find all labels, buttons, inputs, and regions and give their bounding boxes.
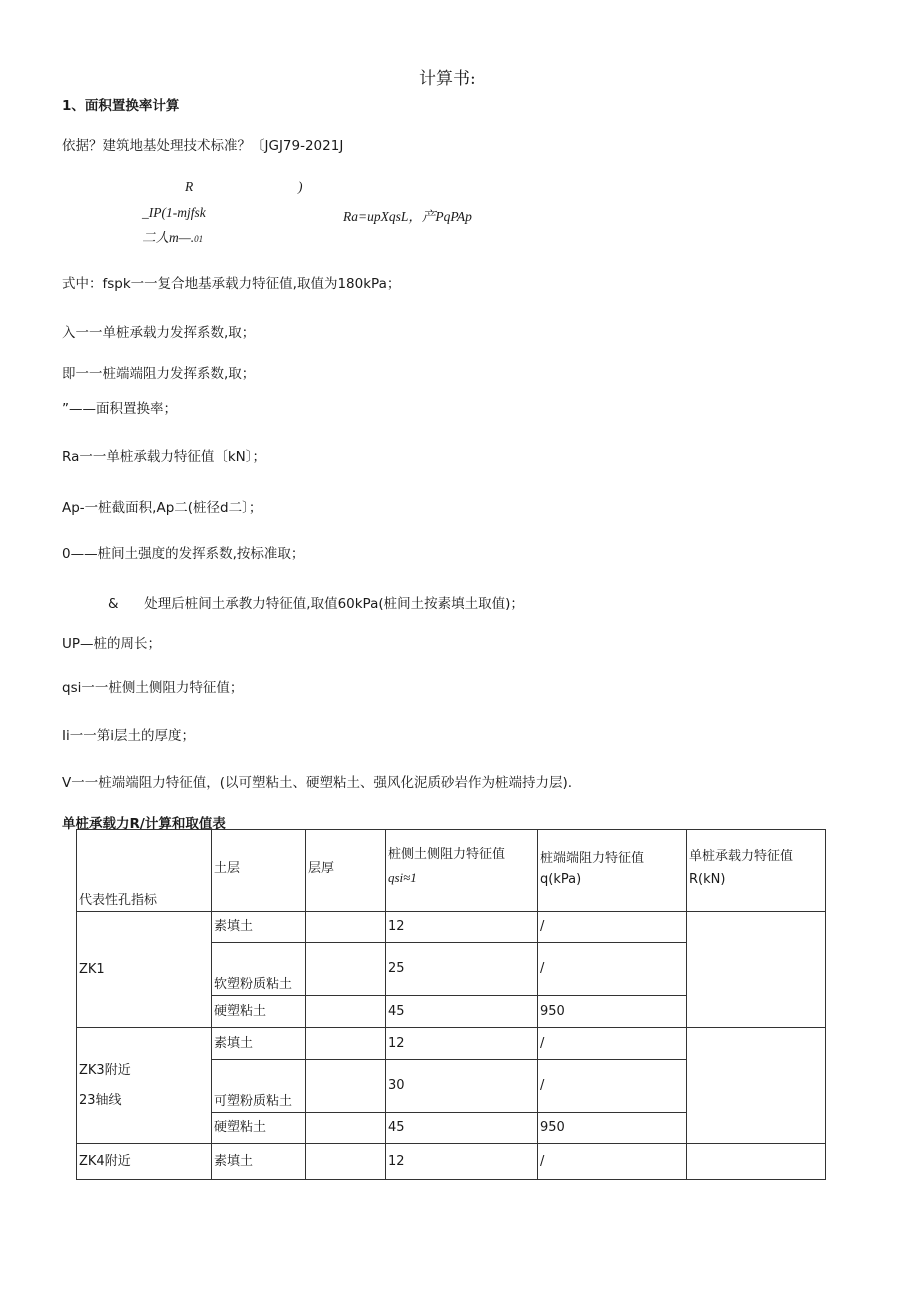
header-soil: 土层 xyxy=(212,830,306,912)
thickness-cell xyxy=(306,1060,386,1113)
definition-line: 0——桩间土强度的发挥系数,按标准取； xyxy=(62,546,305,562)
qp-cell: 950 xyxy=(538,996,687,1028)
definition-line: Ii一一第i层土的厚度； xyxy=(62,728,195,744)
qsi-cell: 12 xyxy=(386,912,538,943)
capacity-table xyxy=(76,829,826,1180)
page-title: 计算书: xyxy=(419,69,476,89)
soil-cell: 素填土 xyxy=(212,912,306,943)
soil-cell: 素填土 xyxy=(212,1028,306,1060)
capacity-cell xyxy=(687,1144,826,1180)
qsi-cell: 30 xyxy=(386,1060,538,1113)
definition-line: Ap-一桩截面积,Ap二(桩径d二〕； xyxy=(62,500,263,516)
hole-label-zk4: ZK4附近 xyxy=(77,1144,212,1180)
soil-cell: 硬塑粘土 xyxy=(212,996,306,1028)
header-qsi-line1: 桩侧土侧阻力特征值 xyxy=(388,847,506,862)
formula-r: R xyxy=(185,179,194,194)
definition-line: 式中：fspk一一复合地基承载力特征值,取值为180kPa； xyxy=(62,276,401,292)
header-qp-line2: q(kPa) xyxy=(540,872,582,887)
qsi-cell: 12 xyxy=(386,1028,538,1060)
header-qsi xyxy=(386,830,538,912)
header-qsi-line2: qsi≈1 xyxy=(388,870,417,885)
soil-cell: 软塑粉质粘土 xyxy=(212,943,306,996)
formula-line2-sub: 01 xyxy=(194,234,204,244)
qp-cell: 950 xyxy=(538,1113,687,1144)
qsi-cell: 45 xyxy=(386,996,538,1028)
thickness-cell xyxy=(306,996,386,1028)
header-capacity-line2: R(kN) xyxy=(689,872,726,887)
hole-label-line: ZK3附近 xyxy=(79,1062,131,1078)
hole-label-zk1: ZK1 xyxy=(77,912,212,1028)
capacity-cell xyxy=(687,1028,826,1144)
definition-line: 入一一单桩承载力发挥系数,取； xyxy=(62,325,256,341)
formula-line2 xyxy=(142,226,203,246)
table-row xyxy=(77,1028,826,1060)
thickness-cell xyxy=(306,912,386,943)
hole-label-line: 23轴线 xyxy=(79,1092,122,1108)
qp-cell: / xyxy=(538,912,687,943)
header-thickness: 层厚 xyxy=(306,830,386,912)
formula-line2-text: 二人m—. xyxy=(142,230,195,245)
thickness-cell xyxy=(306,1144,386,1180)
qsi-cell: 12 xyxy=(386,1144,538,1180)
definition-line: UP—桩的周长； xyxy=(62,636,162,652)
table-row xyxy=(77,912,826,943)
qp-cell: / xyxy=(538,1060,687,1113)
qsi-cell: 25 xyxy=(386,943,538,996)
qsi-cell: 45 xyxy=(386,1113,538,1144)
thickness-cell xyxy=(306,1028,386,1060)
formula-line1-left: _IP(1-mjfsk xyxy=(142,205,206,220)
formula-paren: ) xyxy=(298,179,303,194)
thickness-cell xyxy=(306,943,386,996)
qp-cell: / xyxy=(538,1144,687,1180)
table-row xyxy=(77,1144,826,1180)
header-qp-line1: 桩端端阻力特征值 xyxy=(540,851,645,866)
soil-cell: 素填土 xyxy=(212,1144,306,1180)
qp-cell: / xyxy=(538,943,687,996)
definition-line: V一一桩端端阻力特征值，(以可塑粘土、硬塑粘土、强风化泥质砂岩作为桩端持力层). xyxy=(62,775,573,791)
qp-cell: / xyxy=(538,1028,687,1060)
capacity-cell xyxy=(687,912,826,1028)
definition-line: & 处理后桩间土承教力特征值,取值60kPa(桩间土按素填土取值)； xyxy=(108,596,524,612)
header-capacity-line1: 单桩承载力特征值 xyxy=(689,849,794,864)
section-heading: 1、面积置换率计算 xyxy=(62,98,180,114)
formula-line1-right: Ra=upXqsL，产PqPAp xyxy=(343,209,472,224)
header-capacity xyxy=(687,830,826,912)
hole-label-zk3 xyxy=(77,1028,212,1144)
soil-cell: 可塑粉质粘土 xyxy=(212,1060,306,1113)
header-hole: 代表性孔指标 xyxy=(77,830,212,912)
definition-line: Ra一一单桩承载力特征值〔kN〕； xyxy=(62,449,267,465)
definition-line: qsi一一桩侧土侧阻力特征值； xyxy=(62,680,244,696)
definition-line: ”——面积置换率； xyxy=(62,401,177,417)
soil-cell: 硬塑粘土 xyxy=(212,1113,306,1144)
table-header-row xyxy=(77,830,826,912)
thickness-cell xyxy=(306,1113,386,1144)
header-qp xyxy=(538,830,687,912)
basis-line: 依据？建筑地基处理技术标准？〔JGJ79-2021J xyxy=(62,138,344,154)
table-title: 单桩承载力R/计算和取值表 xyxy=(62,816,226,832)
definition-line: 即一一桩端端阻力发挥系数,取； xyxy=(62,366,256,382)
